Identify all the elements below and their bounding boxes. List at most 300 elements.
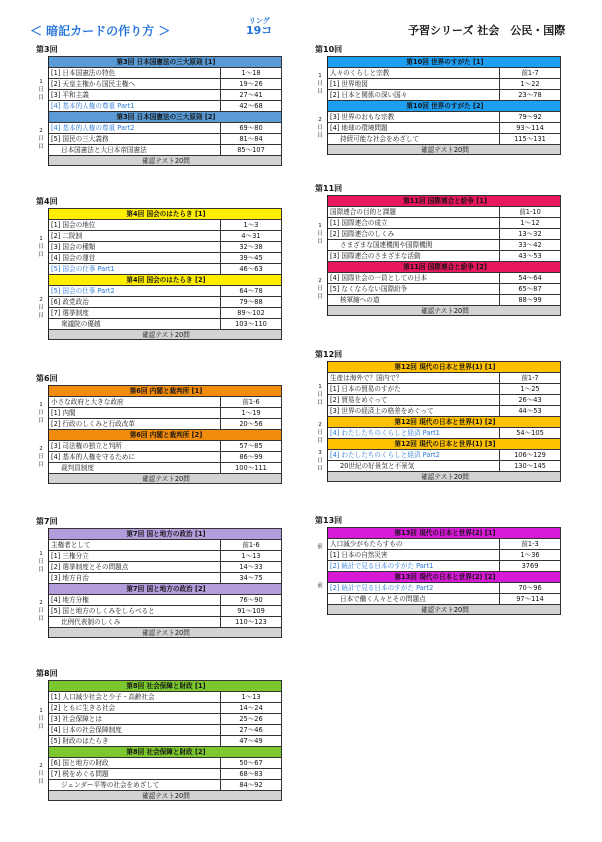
table-row — [49, 418, 282, 429]
card-range: 57〜85 — [239, 442, 263, 450]
card-range: 前1-7 — [521, 374, 539, 382]
card-range: 89〜102 — [237, 309, 265, 317]
topic-text: [2] 選挙制度とその問題点 — [49, 562, 221, 572]
table-row — [328, 133, 561, 144]
topic-text: 核軍縮への道 — [328, 295, 500, 305]
day-column — [34, 56, 48, 166]
lesson-table — [327, 527, 561, 615]
table-row — [49, 122, 282, 133]
lesson-section — [34, 196, 282, 340]
table-row — [49, 616, 282, 627]
table-row — [49, 230, 282, 241]
topic-text: [1] 世界地図 — [328, 79, 500, 89]
day-column — [34, 385, 48, 484]
card-range: 88〜99 — [518, 296, 542, 304]
lesson-section — [34, 516, 282, 638]
card-range: 前1-7 — [521, 69, 539, 77]
table-row — [49, 67, 282, 78]
card-range: 前1-3 — [521, 540, 539, 548]
test-row — [49, 627, 282, 638]
topic-text: 第10回 世界のすがた [1] — [406, 58, 484, 66]
table-row — [328, 78, 561, 89]
lesson-section — [313, 349, 561, 482]
day-label: 1 日 目 — [38, 236, 44, 258]
topic-text: 第6回 内閣と裁判所 [1] — [129, 387, 203, 395]
table-row — [49, 144, 282, 155]
card-range: 91〜109 — [237, 607, 265, 615]
table-row — [49, 285, 282, 296]
topic-text: 確認テスト20問 — [421, 146, 469, 154]
topic-text: 日本で働く人々とその問題点 — [328, 594, 500, 604]
card-range: 1〜13 — [241, 693, 261, 701]
topic-text: 第3回 日本国憲法の三大原則 [1] — [116, 58, 216, 66]
card-range: 1〜12 — [520, 219, 540, 227]
day-column — [313, 56, 327, 155]
lesson-table — [327, 361, 561, 482]
card-range: 前1-6 — [242, 398, 260, 406]
table-row — [49, 757, 282, 768]
day-label: 1 日 目 — [38, 402, 44, 424]
topic-text: [7] 選挙制度 — [49, 308, 221, 318]
test-row — [49, 473, 282, 484]
topic-text: [3] 平和主義 — [49, 90, 221, 100]
topic-text: [4] 地方分権 — [49, 595, 221, 605]
topic-text: 第3回 日本国憲法の三大原則 [2] — [116, 113, 216, 121]
card-range: 97〜114 — [516, 595, 544, 603]
table-row — [328, 593, 561, 604]
session-header — [49, 56, 282, 67]
table-row — [49, 318, 282, 329]
topic-text: [4] 基本的人権を守るために — [49, 452, 221, 462]
day-label: 1 日 目 — [317, 223, 323, 245]
test-row — [328, 305, 561, 316]
card-range: 100〜111 — [235, 464, 267, 472]
topic-text: 人々のくらしと宗教 — [328, 68, 500, 78]
topic-text: 20世紀の好景気と不景気 — [328, 461, 500, 471]
table-row — [49, 691, 282, 702]
test-row — [328, 144, 561, 155]
ring-label: リング — [248, 17, 270, 25]
topic-text: [6] 国と地方の財政 — [49, 758, 221, 768]
lesson-section — [313, 44, 561, 155]
table-row — [49, 78, 282, 89]
test-row — [328, 604, 561, 615]
table-row — [49, 768, 282, 779]
topic-text: 確認テスト20問 — [421, 606, 469, 614]
table-row — [49, 263, 282, 274]
card-range: 前1-6 — [242, 541, 260, 549]
card-range: 110〜123 — [235, 618, 267, 626]
card-range: 20〜56 — [239, 420, 263, 428]
day-label: 前 — [317, 582, 323, 589]
day-column — [34, 208, 48, 340]
topic-text: 裁判員制度 — [49, 463, 221, 473]
table-row — [49, 550, 282, 561]
topic-text: [6] 政党政治 — [49, 297, 221, 307]
table-row — [328, 372, 561, 383]
card-range: 19〜26 — [239, 80, 263, 88]
card-range: 25〜26 — [239, 715, 263, 723]
topic-text: [4] 地球の環境問題 — [328, 123, 500, 133]
table-row — [49, 296, 282, 307]
card-range: 13〜32 — [518, 230, 542, 238]
table-row — [328, 217, 561, 228]
topic-text: [5] 国と地方のしくみをしらべると — [49, 606, 221, 616]
day-label: 2 日 目 — [38, 600, 44, 622]
section-label: 第7回 — [36, 517, 58, 526]
day-label: 1 日 目 — [317, 73, 323, 95]
card-range: 76〜90 — [239, 596, 263, 604]
table-row — [328, 582, 561, 593]
topic-text: [1] 日本国憲法の特色 — [49, 68, 221, 78]
topic-text: [5] 財政のはたらき — [49, 736, 221, 746]
card-range: 106〜129 — [514, 451, 546, 459]
table-row — [328, 405, 561, 416]
card-range: 1〜25 — [520, 385, 540, 393]
card-range: 14〜24 — [239, 704, 263, 712]
topic-text: [2] 統計で見る日本のすがた Part2 — [328, 583, 500, 593]
session-header — [49, 385, 282, 396]
topic-text: 生産は海外で？国内で？ — [328, 373, 500, 383]
topic-text: [3] 司法権の独立と判所 — [49, 441, 221, 451]
session-header — [49, 208, 282, 219]
table-row — [328, 206, 561, 217]
topic-text: 第6回 内閣と裁判所 [2] — [129, 431, 203, 439]
topic-text: 衆議院の優越 — [49, 319, 221, 329]
session-header — [49, 429, 282, 440]
table-row — [49, 219, 282, 230]
day-label: 2 日 目 — [38, 296, 44, 319]
day-label: 2 日 目 — [38, 128, 44, 150]
topic-text: [2] 天皇主権から国民主権へ — [49, 79, 221, 89]
test-row — [49, 155, 282, 166]
session-header — [49, 111, 282, 122]
table-row — [328, 383, 561, 394]
topic-text: 第12回 現代の日本と世界(1) [1] — [394, 363, 496, 371]
section-label: 第6回 — [36, 374, 58, 383]
topic-text: 第10回 世界のすがた [2] — [406, 102, 484, 110]
card-range: 54〜105 — [516, 429, 544, 437]
topic-text: 第4回 国会のはたらき [2] — [126, 276, 206, 284]
card-range: 81〜84 — [239, 135, 263, 143]
lesson-table — [48, 528, 282, 638]
day-column — [313, 527, 327, 615]
card-range: 39〜45 — [239, 254, 263, 262]
card-range: 1〜3 — [243, 221, 259, 229]
topic-text: 確認テスト20問 — [421, 307, 469, 315]
session-header — [328, 527, 561, 538]
lesson-table — [327, 56, 561, 155]
table-row — [49, 561, 282, 572]
table-row — [328, 272, 561, 283]
session-header — [49, 746, 282, 757]
lesson-section — [34, 44, 282, 166]
section-label: 第4回 — [36, 197, 58, 206]
table-row — [328, 111, 561, 122]
topic-text: 第13回 現代の日本と世界(2) [1] — [394, 529, 496, 537]
day-label: 前 — [317, 544, 323, 550]
topic-text: [3] 国際連合のさまざまな活動 — [328, 251, 500, 261]
topic-text: [4] 基本的人権の尊重 Part2 — [49, 123, 221, 133]
card-range: 1〜36 — [520, 551, 540, 559]
card-range: 1〜19 — [241, 409, 261, 417]
lesson-table — [48, 385, 282, 484]
session-header — [328, 100, 561, 111]
day-label: 2 日 目 — [38, 763, 44, 785]
lesson-table — [48, 680, 282, 801]
ring-value: 19コ — [246, 24, 273, 37]
session-header — [328, 195, 561, 206]
card-range: 1〜18 — [241, 69, 261, 77]
card-range: 前1-10 — [519, 208, 541, 216]
topic-text: 確認テスト20問 — [142, 629, 190, 637]
lesson-table — [48, 56, 282, 166]
card-range: 27〜46 — [239, 726, 263, 734]
topic-text: 確認テスト20問 — [421, 473, 469, 481]
card-range: 34〜75 — [239, 574, 263, 582]
section-label: 第12回 — [315, 350, 343, 359]
topic-text: [4] わたしたちのくらしと経済 Part1 — [328, 428, 500, 438]
table-row — [49, 396, 282, 407]
topic-text: 人口減少がもたらすもの — [328, 539, 500, 549]
topic-text: [5] 国会の仕事 Part1 — [49, 264, 221, 274]
card-range: 79〜88 — [239, 298, 263, 306]
topic-text: [1] 日本の自然災害 — [328, 550, 500, 560]
session-header — [49, 583, 282, 594]
day-column — [34, 680, 48, 801]
day-label: 2 日 目 — [317, 422, 323, 444]
topic-text: 主権者として — [49, 540, 221, 550]
table-row — [49, 407, 282, 418]
topic-text: [4] 日本の社会保障制度 — [49, 725, 221, 735]
table-row — [328, 427, 561, 438]
card-range: 44〜53 — [518, 407, 542, 415]
card-range: 84〜92 — [239, 781, 263, 789]
card-range: 103〜110 — [235, 320, 267, 328]
table-row — [49, 440, 282, 451]
topic-text: 第12回 現代の日本と世界(1) [2] — [394, 418, 496, 426]
topic-text: [5] 国民の三大義務 — [49, 134, 221, 144]
session-header — [328, 571, 561, 582]
card-range: 115〜131 — [514, 135, 546, 143]
topic-text: 比例代表制のしくみ — [49, 617, 221, 627]
card-range: 54〜64 — [518, 274, 542, 282]
table-row — [49, 702, 282, 713]
series-title: 予習シリーズ 社会 公民・国際 — [408, 24, 566, 37]
card-range: 65〜87 — [518, 285, 542, 293]
day-label: 1 日 目 — [38, 708, 44, 730]
table-row — [328, 549, 561, 560]
topic-text: [3] 世界のおもな宗教 — [328, 112, 500, 122]
card-range: 86〜99 — [239, 453, 263, 461]
card-range: 23〜78 — [518, 91, 542, 99]
card-range: 14〜33 — [239, 563, 263, 571]
table-row — [49, 241, 282, 252]
topic-text: 第7回 国と地方の政治 [1] — [126, 530, 206, 538]
topic-text: [1] 人口減少社会と少子・高齢社会 — [49, 692, 221, 702]
topic-text: 持続可能な社会をめざして — [328, 134, 500, 144]
table-row — [49, 89, 282, 100]
topic-text: [2] 日本と関係の深い国々 — [328, 90, 500, 100]
table-row — [328, 460, 561, 471]
card-range: 70〜96 — [518, 584, 542, 592]
lesson-section — [313, 515, 561, 615]
card-range: 4〜31 — [241, 232, 261, 240]
table-row — [49, 539, 282, 550]
day-label: 1 日 目 — [38, 78, 44, 101]
card-range: 26〜43 — [518, 396, 542, 404]
session-header — [49, 680, 282, 691]
topic-text: ジェンダー平等の社会をめざして — [49, 780, 221, 790]
card-range: 68〜83 — [239, 770, 263, 778]
section-label: 第11回 — [315, 184, 343, 193]
topic-text: [3] 国会の種類 — [49, 242, 221, 252]
section-label: 第3回 — [36, 45, 58, 54]
topic-text: [1] 三権分立 — [49, 551, 221, 561]
table-row — [328, 67, 561, 78]
topic-text: 国際連合の目的と課題 — [328, 207, 500, 217]
page-title: ＜ 暗記カードの作り方 ＞ — [30, 24, 171, 38]
session-header — [328, 261, 561, 272]
topic-text: [1] 内閣 — [49, 408, 221, 418]
lesson-table — [48, 208, 282, 340]
card-range: 1〜22 — [520, 80, 540, 88]
session-header — [328, 416, 561, 427]
table-row — [49, 252, 282, 263]
topic-text: 確認テスト20問 — [142, 475, 190, 483]
lesson-section — [313, 183, 561, 316]
lesson-section — [34, 373, 282, 484]
topic-text: 日本国憲法と大日本帝国憲法 — [49, 145, 221, 155]
topic-text: [5] 国会の仕事 Part2 — [49, 286, 221, 296]
card-range: 43〜53 — [518, 252, 542, 260]
topic-text: 第12回 現代の日本と世界(1) [3] — [394, 440, 496, 448]
topic-text: 第11回 国際連合と紛争 [2] — [403, 263, 487, 271]
topic-text: [2] 二院制 — [49, 231, 221, 241]
table-row — [328, 228, 561, 239]
table-row — [328, 89, 561, 100]
day-label: 2 日 目 — [317, 278, 323, 300]
topic-text: 確認テスト20問 — [142, 157, 190, 165]
topic-text: [2] 行政のしくみと行政改革 — [49, 419, 221, 429]
table-row — [328, 560, 561, 571]
test-row — [328, 471, 561, 482]
topic-text: [1] 国会の地位 — [49, 220, 221, 230]
topic-text: 第8回 社会保障と財政 [2] — [126, 748, 206, 756]
topic-text: [4] 国会の運営 — [49, 253, 221, 263]
card-range: 85〜107 — [237, 146, 265, 154]
topic-text: [5] なくならない国際紛争 — [328, 284, 500, 294]
table-row — [49, 735, 282, 746]
table-row — [49, 462, 282, 473]
topic-text: [2] ともに生きる社会 — [49, 703, 221, 713]
table-row — [49, 779, 282, 790]
table-row — [49, 307, 282, 318]
test-row — [49, 329, 282, 340]
day-label: 1 日 目 — [317, 383, 323, 406]
table-row — [49, 100, 282, 111]
session-header — [328, 438, 561, 449]
table-row — [49, 594, 282, 605]
table-row — [49, 605, 282, 616]
card-range: 42〜68 — [239, 102, 263, 110]
topic-text: [3] 社会保障とは — [49, 714, 221, 724]
lesson-section — [34, 668, 282, 801]
topic-text: [2] 貿易をめぐって — [328, 395, 500, 405]
card-range: 1〜13 — [241, 552, 261, 560]
table-row — [49, 572, 282, 583]
table-row — [49, 713, 282, 724]
session-header — [328, 361, 561, 372]
topic-text: 確認テスト20問 — [142, 331, 190, 339]
topic-text: 小さな政府と大きな政府 — [49, 397, 221, 407]
session-header — [328, 56, 561, 67]
topic-text: 第8回 社会保障と財政 [1] — [126, 682, 206, 690]
topic-text: [3] 世界の経済上の格差をめぐって — [328, 406, 500, 416]
day-label: 2 日 目 — [38, 446, 44, 468]
topic-text: [1] 日本の貿易のすがた — [328, 384, 500, 394]
topic-text: [7] 税をめぐる問題 — [49, 769, 221, 779]
table-row — [49, 724, 282, 735]
table-row — [328, 250, 561, 261]
card-range: 130〜145 — [514, 462, 546, 470]
test-row — [49, 790, 282, 801]
card-range: 79〜92 — [518, 113, 542, 121]
topic-text: [4] 国際社会の一員としての日本 — [328, 273, 500, 283]
topic-text: [3] 地方自治 — [49, 573, 221, 583]
table-row — [328, 449, 561, 460]
card-range: 64〜78 — [239, 287, 263, 295]
table-row — [328, 538, 561, 549]
card-range: 33〜42 — [518, 241, 542, 249]
ring-count — [246, 18, 272, 36]
topic-text: [1] 国際連合の成立 — [328, 218, 500, 228]
table-row — [49, 451, 282, 462]
day-column — [313, 361, 327, 482]
topic-text: [4] 基本的人権の尊重 Part1 — [49, 101, 221, 111]
topic-text: 第11回 国際連合と紛争 [1] — [403, 197, 487, 205]
topic-text: 第13回 現代の日本と世界(2) [2] — [394, 573, 496, 581]
section-label: 第8回 — [36, 669, 58, 678]
section-label: 第13回 — [315, 516, 343, 525]
day-column — [313, 195, 327, 316]
card-range: 93〜114 — [516, 124, 544, 132]
table-row — [328, 239, 561, 250]
card-range: 46〜63 — [239, 265, 263, 273]
card-range: 32〜38 — [239, 243, 263, 251]
card-range: 27〜41 — [239, 91, 263, 99]
day-column — [34, 528, 48, 638]
topic-text: [2] 国際連合のしくみ — [328, 229, 500, 239]
day-label: 3 日 目 — [317, 449, 323, 472]
session-header — [49, 528, 282, 539]
table-row — [328, 122, 561, 133]
topic-text: 第7回 国と地方の政治 [2] — [126, 585, 206, 593]
topic-text: [2] 統計で見る日本のすがた Part1 — [328, 561, 500, 571]
day-label: 2 日 目 — [317, 117, 323, 139]
day-label: 1 日 目 — [38, 550, 44, 573]
card-range: 3769 — [521, 562, 539, 570]
lesson-table — [327, 195, 561, 316]
card-range: 69〜80 — [239, 124, 263, 132]
card-range: 47〜49 — [239, 737, 263, 745]
topic-text: 確認テスト20問 — [142, 792, 190, 800]
topic-text: さまざまな国連機関や国際機関 — [328, 240, 500, 250]
table-row — [49, 133, 282, 144]
section-label: 第10回 — [315, 45, 343, 54]
table-row — [328, 394, 561, 405]
session-header — [49, 274, 282, 285]
